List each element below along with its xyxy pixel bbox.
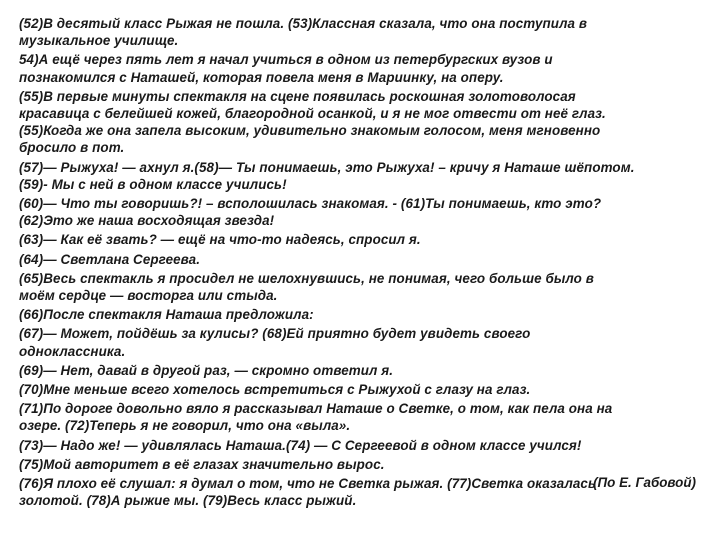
text-line: золотой. (78)А рыжие мы. (79)Весь класс рыжий. bbox=[19, 493, 357, 509]
text-line: (57)— Рыжуха! — ахнул я.(58)— Ты понимаешь, это Рыжуха! – кричу я Наташе шёпотом. bbox=[19, 159, 635, 175]
text-line: (70)Мне меньше всего хотелось встретиться с Рыжухой с глазу на глаз. bbox=[19, 382, 531, 398]
text-line: одноклассника. bbox=[19, 343, 126, 359]
paragraph-67 bbox=[19, 325, 709, 359]
paragraph-70 bbox=[19, 381, 709, 398]
paragraph-57 bbox=[19, 159, 709, 193]
paragraph-54 bbox=[19, 51, 709, 85]
text-line: музыкальное училище. bbox=[19, 33, 179, 49]
text-line: (59)- Мы с ней в одном классе учились! bbox=[19, 176, 287, 192]
paragraph-71 bbox=[19, 400, 709, 434]
paragraph-73 bbox=[19, 437, 709, 454]
paragraph-52 bbox=[19, 15, 709, 49]
text-line: (62)Это же наша восходящая звезда! bbox=[19, 213, 275, 229]
text-line: (73)— Надо же! — удивлялась Наташа.(74) — С Сергеевой в одном классе учился! bbox=[19, 437, 582, 453]
text-body bbox=[19, 15, 709, 511]
paragraph-75 bbox=[19, 456, 709, 473]
text-line: (55)Когда же она запела высоким, удивительно знакомым голосом, меня мгновенно bbox=[19, 123, 601, 139]
text-line: озере. (72)Теперь я не говорил, что она «выла». bbox=[19, 418, 351, 434]
text-line: (67)— Может, пойдёшь за кулисы? (68)Ей приятно будет увидеть своего bbox=[19, 326, 531, 342]
text-line: (65)Весь спектакль я просидел не шелохнувшись, не понимая, чего больше было в bbox=[19, 270, 594, 286]
text-line: познакомился с Наташей, которая повела меня в Мариинку, на оперу. bbox=[19, 69, 504, 85]
text-line: (52)В десятый класс Рыжая не пошла. (53)Классная сказала, что она поступила в bbox=[19, 16, 588, 31]
text-line: (69)— Нет, давай в другой раз, — скромно ответил я. bbox=[19, 362, 394, 378]
source-attribution: (По Е. Габовой) bbox=[593, 475, 696, 490]
paragraph-69 bbox=[19, 362, 709, 379]
paragraph-64 bbox=[19, 251, 709, 268]
paragraph-63 bbox=[19, 231, 709, 248]
text-line: (63)— Как её звать? — ещё на что-то надеясь, спросил я. bbox=[19, 232, 421, 248]
paragraph-55 bbox=[19, 88, 709, 157]
text-line: (64)— Светлана Сергеева. bbox=[19, 251, 201, 267]
text-line: бросило в пот. bbox=[19, 140, 125, 156]
text-line: (76)Я плохо её слушал: я думал о том, что не Светка рыжая. (77)Светка оказалась bbox=[19, 476, 597, 492]
text-line: (75)Мой авторитет в её глазах значительно вырос. bbox=[19, 456, 385, 472]
text-line: 54)А ещё через пять лет я начал учиться в одном из петербургских вузов и bbox=[19, 52, 553, 68]
text-line: (71)По дороге довольно вяло я рассказывал Наташе о Светке, о том, как пела она на bbox=[19, 401, 613, 417]
paragraph-65 bbox=[19, 270, 709, 304]
text-line: (66)После спектакля Наташа предложила: bbox=[19, 307, 314, 323]
text-line: моём сердце — восторга или стыда. bbox=[19, 288, 278, 304]
text-line: (55)В первые минуты спектакля на сцене появилась роскошная золотоволосая bbox=[19, 88, 576, 104]
paragraph-60 bbox=[19, 195, 709, 229]
paragraph-66 bbox=[19, 306, 709, 323]
text-line: (60)— Что ты говоришь?! – всполошилась знакомая. - (61)Ты понимаешь, кто это? bbox=[19, 196, 602, 212]
text-line: красавица с белейшей кожей, благородной осанкой, и я не мог отвести от неё глаз. bbox=[19, 106, 606, 122]
